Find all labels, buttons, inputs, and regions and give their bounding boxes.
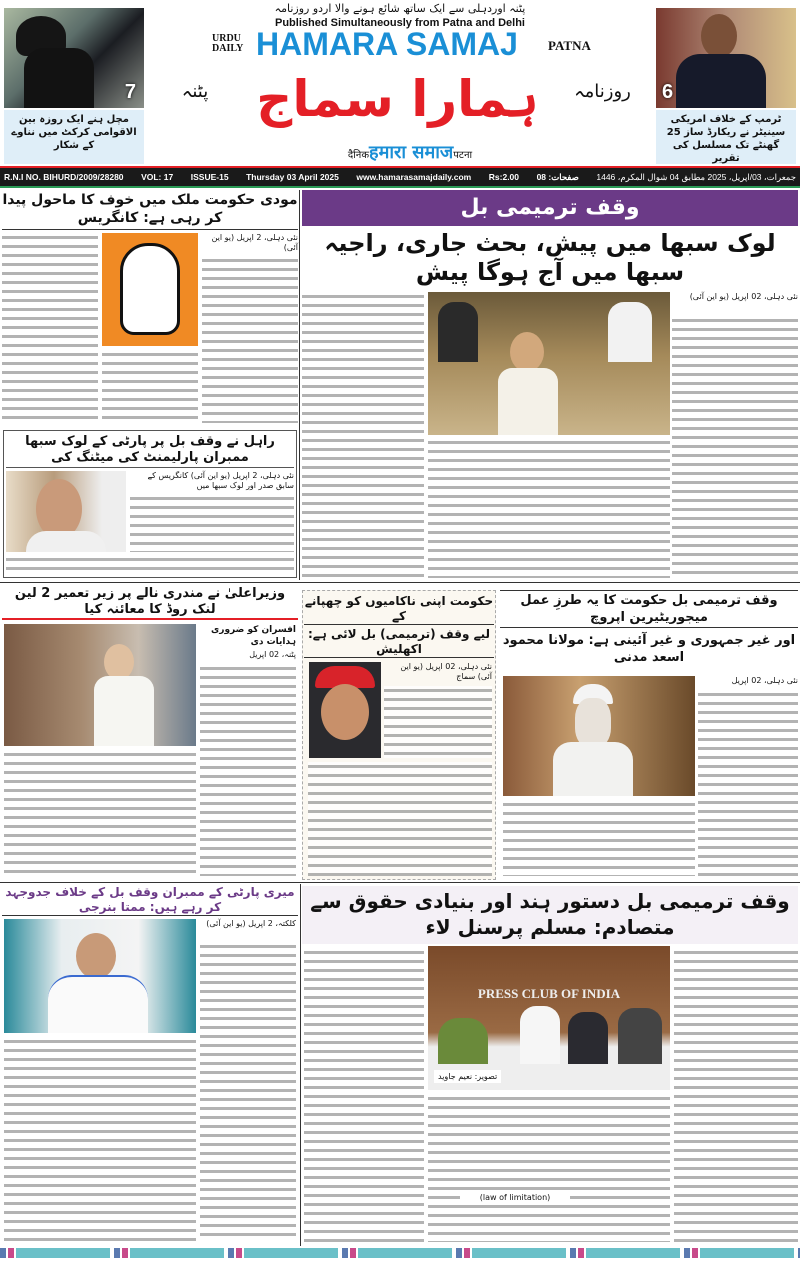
divider	[0, 582, 800, 583]
madani-body-right	[698, 690, 798, 876]
green-rule	[0, 186, 800, 188]
page-count: صفحات: 08	[536, 172, 579, 182]
photo-lok-sabha	[428, 292, 670, 435]
photo-akhilesh-yadav	[309, 662, 381, 758]
photo-press-conference	[428, 946, 670, 1090]
urdu-daily-label: URDU DAILY	[212, 33, 244, 54]
masthead-title-urdu: ہمارا سماج	[256, 70, 539, 128]
headline-mamata[interactable]: میری پارٹی کے ممبران وقف بل کے خلاف جدوجہد کر رہے ہیں: ممتا بنرجی	[2, 885, 298, 916]
aimplb-body-right	[674, 948, 798, 1242]
mamata-body-right	[200, 942, 296, 1242]
madani-dateline: نئی دہلی، 02 اپریل	[698, 676, 798, 686]
tagline-english: Published Simultaneously from Patna and Delhi	[275, 17, 525, 29]
main-body-bottom	[428, 438, 670, 578]
mamata-body-left	[4, 1037, 196, 1242]
headline-akhilesh-1[interactable]: حکومت اپنی ناکامیوں کو چھپانے کے	[304, 594, 494, 623]
issue: ISSUE-15	[190, 172, 229, 182]
tagline-urdu: پٹنہ اوردہلی سے ایک ساتھ شائع ہونے والا اردو روزنامہ	[274, 2, 526, 15]
photo-rahul-gandhi	[6, 471, 126, 552]
photo-mahmood-madani	[503, 676, 695, 796]
photo-credit: تصویر: نعیم جاوید	[434, 1070, 501, 1083]
rahul-body	[130, 494, 294, 552]
volume: VOL: 17	[141, 172, 174, 182]
akhilesh-dateline: نئی دہلی، 02 اپریل (یو این آئی) سماج	[400, 662, 492, 681]
mamata-dateline: کلکتہ، 2 اپریل (یو این آئی)	[200, 919, 296, 929]
photo-mamata-banerjee	[4, 919, 196, 1033]
headline-akhilesh-2[interactable]: لیے وقف (ترمیمی) بل لائی ہے: اکھلیش	[304, 627, 494, 658]
teaser-photo-senator	[656, 8, 796, 108]
congress-body-right	[202, 256, 298, 423]
masthead-patna-urdu: پٹنہ	[181, 81, 209, 102]
column-divider	[299, 190, 300, 580]
congress-body-left	[2, 233, 98, 423]
rni-number: R.N.I NO. BIHURD/2009/28280	[4, 172, 124, 182]
headline-rahul[interactable]: راہل نے وقف بل پر پارٹی کے لوک سبھا ممبران پارلیمنٹ کی میٹنگ کی	[6, 433, 294, 468]
headline-main[interactable]: لوک سبھا میں پیش، بحث جاری، راجیہ سبھا میں آج ہوگا پیش	[324, 229, 776, 286]
teaser-caption: مچل ہنے ایک روزہ بین الاقوامی کرکٹ میں نناوے کے شکار	[4, 110, 144, 164]
rahul-dateline: نئی دہلی، 2 اپریل (یو این آئی) کانگریس کے سابق صدر اور لوک سبھا میں	[130, 471, 294, 491]
masthead-roznama: روزنامہ	[574, 81, 631, 102]
cm-subhead: افسران کو ضروری ہدایات دی	[200, 624, 296, 648]
main-body-left	[302, 292, 424, 578]
headline-madani-1[interactable]: وقف ترمیمی بل حکومت کا یہ طرزِ عمل میجوریٹیرین اپروچ	[500, 590, 798, 628]
rahul-body-bottom	[6, 555, 294, 575]
headline-cm-inspection[interactable]: وزیراعلیٰ نے مندری نالے پر زیر تعمیر 2 لین لنک روڈ کا معائنہ کیا	[2, 586, 298, 620]
photo-sign-text: PRESS CLUB OF INDIA	[477, 986, 621, 1001]
price: Rs:2.00	[488, 172, 520, 182]
congress-body-bottom	[102, 350, 198, 423]
website-link[interactable]: www.hamarasamajdaily.com	[356, 172, 472, 182]
cm-dateline: پٹنہ، 02 اپریل	[200, 650, 296, 660]
teaser-world[interactable]	[656, 8, 796, 165]
hijri-date: جمعرات، 03/اپریل، 2025 مطابق 04 شوال المکرم، 1446	[596, 172, 796, 182]
congress-hand-logo	[102, 233, 198, 346]
akhilesh-body	[384, 686, 492, 758]
headline-madani-2[interactable]: اور غیر جمہوری و غیر آئینی ہے: مولانا محمود اسعد مدنی	[502, 633, 796, 665]
congress-dateline: نئی دہلی، 2 اپریل (یو این آئی)	[202, 233, 298, 253]
photo-cm-inspection	[4, 624, 196, 746]
cm-body-right	[200, 664, 296, 876]
main-body-right	[672, 316, 798, 578]
column-divider	[300, 884, 301, 1246]
headline-congress[interactable]: مودی حکومت ملک میں خوف کا ماحول پیدا کر رہی ہے: کانگریس	[2, 192, 298, 226]
divider	[2, 229, 298, 230]
akhilesh-body-bottom	[308, 762, 492, 876]
page-number: 7	[124, 81, 136, 103]
masthead-title-english: HAMARA SAMAJ	[256, 26, 518, 62]
madani-body-bottom	[503, 800, 695, 876]
headline-aimplb[interactable]: وقف ترمیمی بل دستور ہند اور بنیادی حقوق سے متصادم: مسلم پرسنل لاء	[310, 889, 790, 939]
aimplb-body-left	[304, 948, 424, 1242]
teaser-sports[interactable]	[4, 8, 144, 165]
masthead-city: PATNA	[548, 38, 591, 53]
page-number: 6	[662, 81, 674, 103]
teaser-caption: ٹرمپ کے خلاف امریکی سینیٹر نے ریکارڈ ساز 25 گھنٹے تک مسلسل کی تقریر	[656, 110, 796, 164]
info-bar	[0, 168, 800, 186]
issue-date: Thursday 03 April 2025	[246, 172, 339, 182]
aimplb-body-bottom	[428, 1094, 670, 1242]
masthead-title-hindi: दैनिकहमारा समाजपटना	[347, 142, 473, 163]
main-dateline: نئی دہلی، 02 اپریل (یو این آئی)	[672, 292, 798, 302]
aimplb-inline-term: (law of limitation)	[460, 1193, 570, 1203]
divider	[0, 882, 800, 883]
main-banner-label: وقف ترمیمی بل	[460, 195, 640, 220]
bottom-decorative-strip	[0, 1248, 800, 1258]
teaser-photo-cricketer	[4, 8, 144, 108]
cm-body-left	[4, 750, 196, 876]
